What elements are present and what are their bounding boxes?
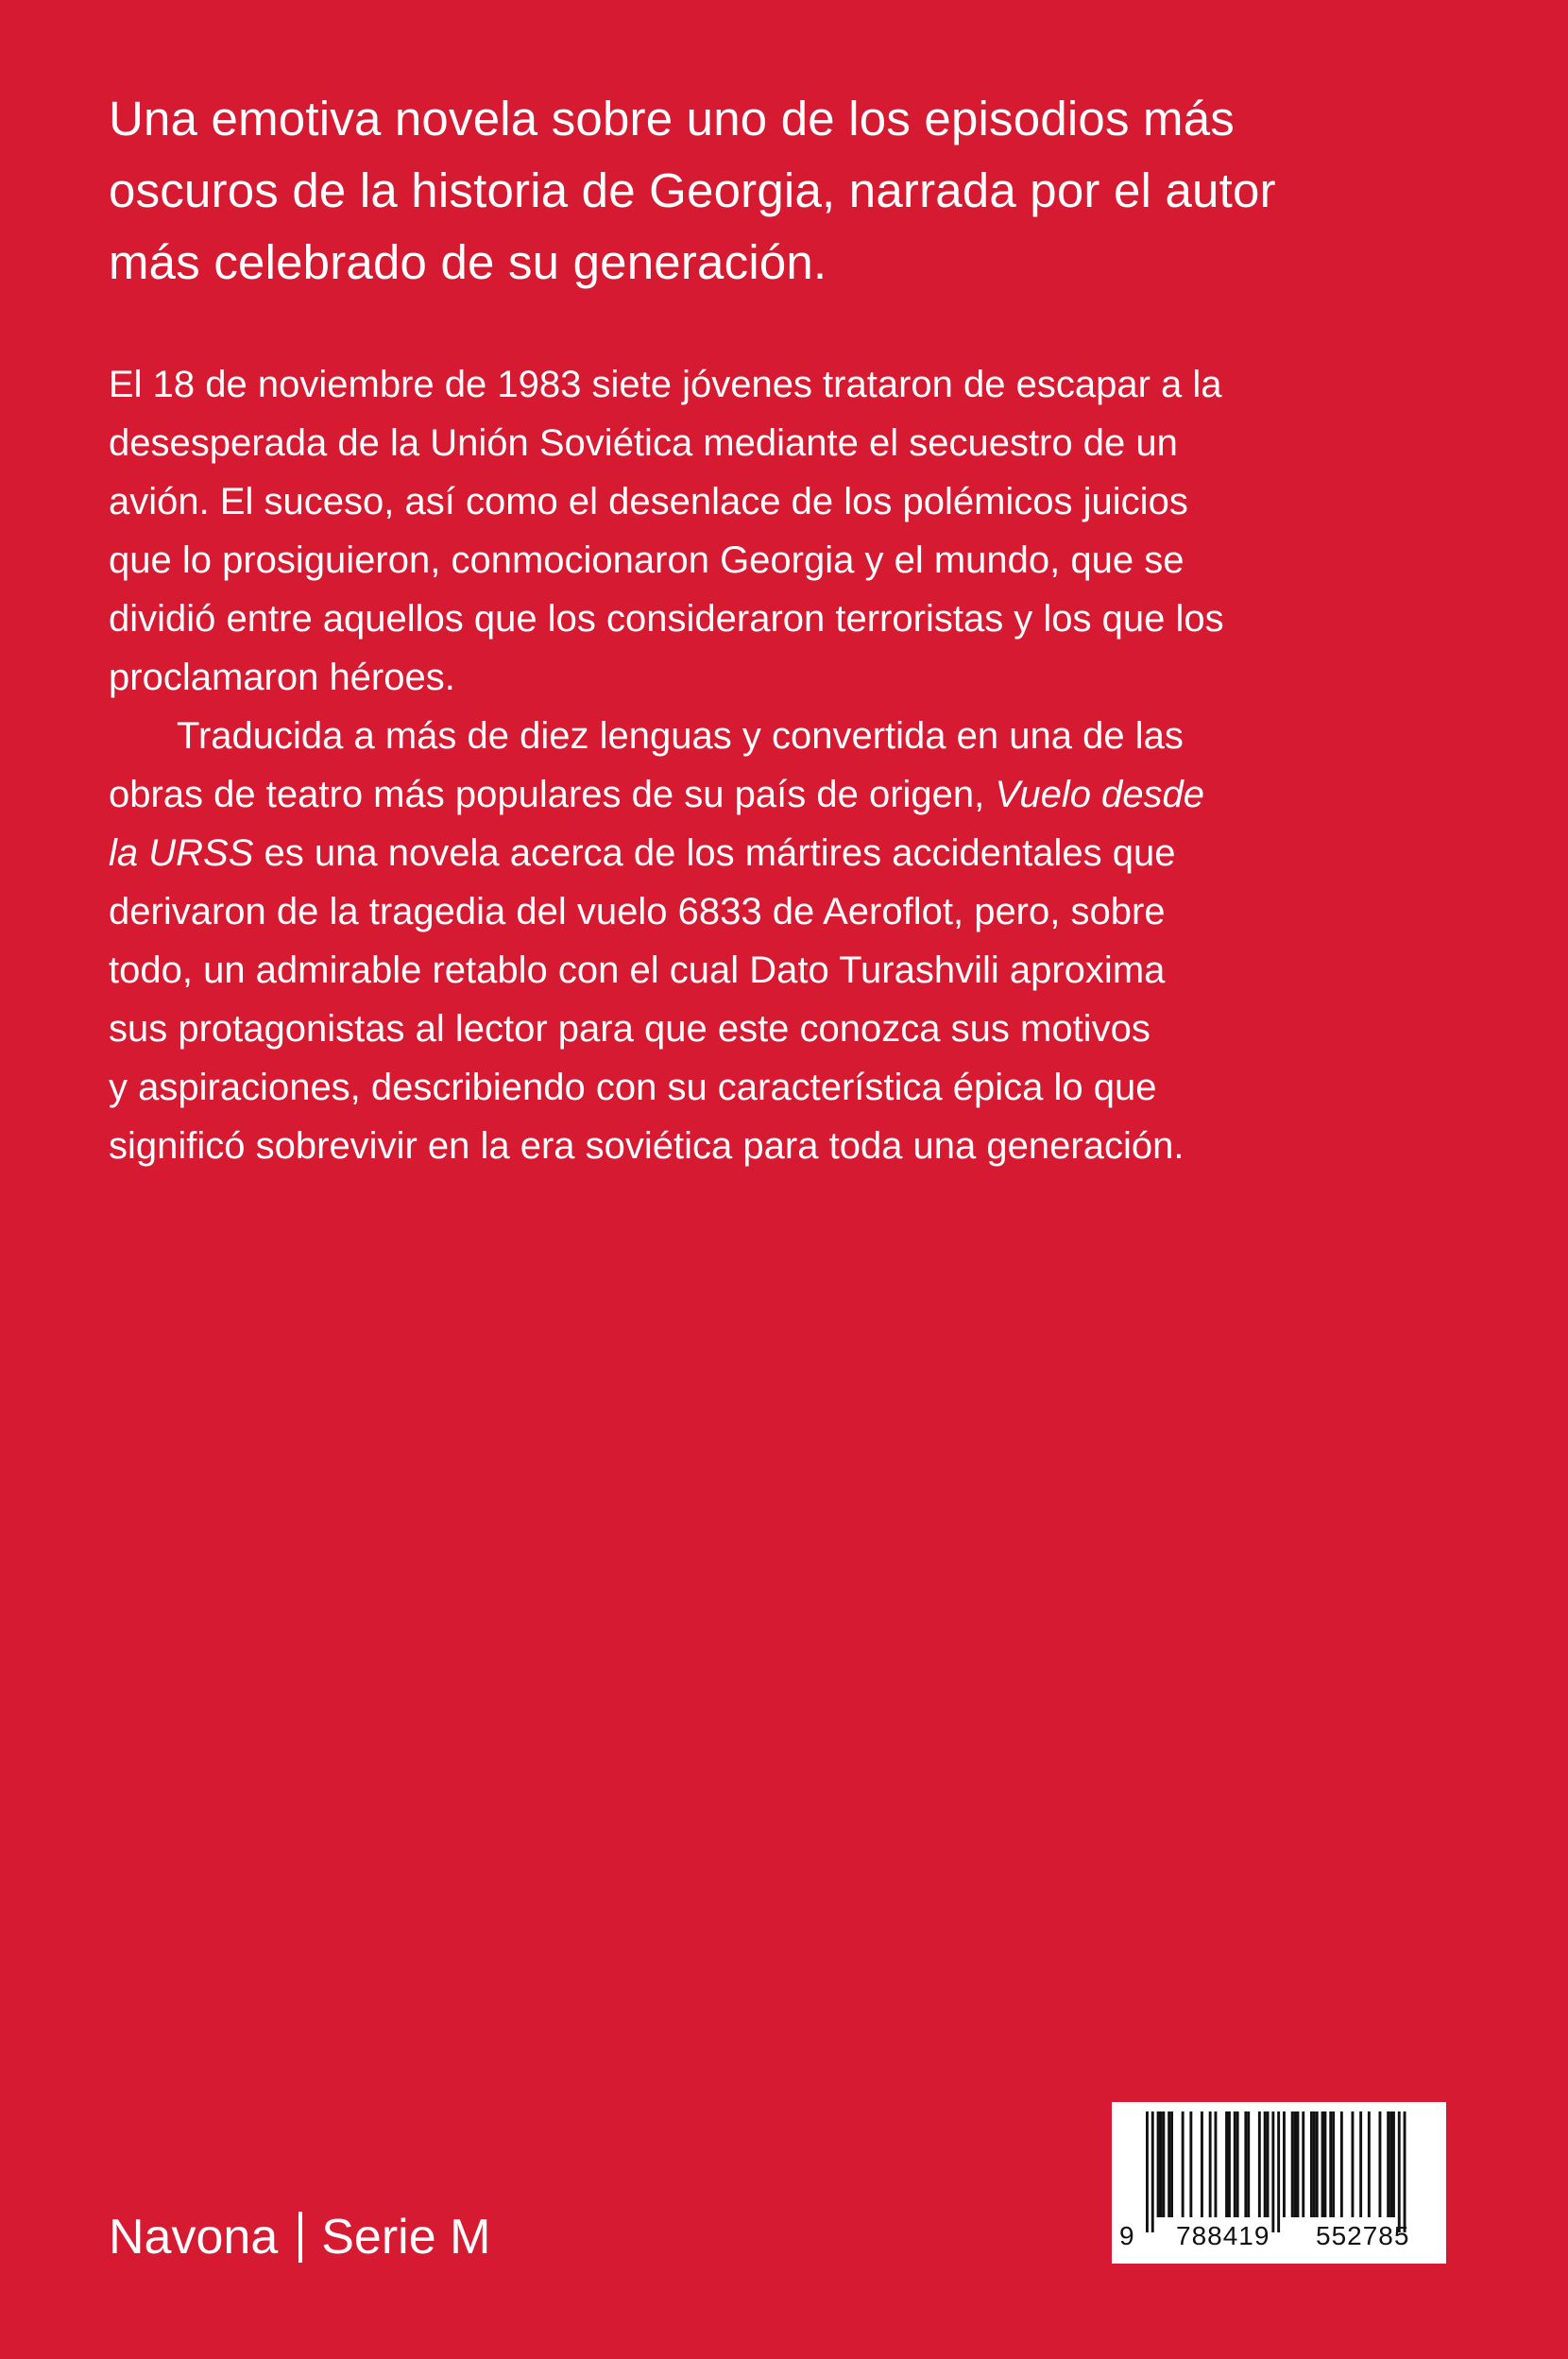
barcode-bar	[1170, 2111, 1173, 2217]
barcode-bar	[1151, 2111, 1154, 2232]
barcode-bar	[1264, 2111, 1267, 2217]
imprint-divider	[298, 2212, 302, 2263]
synopsis	[109, 355, 1469, 1175]
isbn-right-digits: 552785	[1316, 2221, 1410, 2250]
isbn-prefix-digit: 9	[1119, 2221, 1134, 2250]
lead-line: Una emotiva novela sobre uno de los episodios más	[109, 92, 1235, 145]
barcode-bar	[1244, 2111, 1247, 2217]
barcode-bar	[1201, 2111, 1203, 2217]
text-line: todo, un admirable retablo con el cual Dato Turashvili aproxima	[109, 949, 1166, 991]
barcode-bar	[1236, 2111, 1239, 2217]
text-line	[109, 824, 1469, 882]
text-line: y aspiraciones, describiendo con su característica épica lo que	[109, 1067, 1157, 1108]
barcode-bar	[1160, 2111, 1163, 2217]
barcode-bar	[1277, 2111, 1280, 2232]
barcode-bar	[1313, 2111, 1316, 2217]
barcode-bar	[1368, 2111, 1371, 2217]
isbn-left-digits: 788419	[1176, 2221, 1270, 2250]
series-name: Serie M	[321, 2210, 491, 2265]
barcode-bar	[1146, 2111, 1149, 2232]
barcode-bar	[1271, 2111, 1274, 2232]
barcode-bar	[1352, 2111, 1355, 2217]
barcode-bar	[1387, 2111, 1389, 2217]
barcode-bar	[1321, 2111, 1324, 2217]
barcode-bar	[1157, 2111, 1160, 2217]
barcode-bar	[1162, 2111, 1165, 2217]
barcode-bar	[1359, 2111, 1362, 2217]
barcode-bar	[1189, 2111, 1192, 2217]
barcode-bar	[1316, 2111, 1319, 2217]
text-line: Traducida a más de diez lenguas y convertida en una de las	[177, 715, 1184, 757]
barcode-bar	[1332, 2111, 1335, 2217]
lead-line: más celebrado de su generación.	[109, 235, 827, 289]
barcode-bar	[1297, 2111, 1300, 2217]
synopsis-paragraph-2	[109, 707, 1469, 1175]
barcode-bar	[1225, 2111, 1228, 2217]
text-line: desesperada de la Unión Soviética mediante el secuestro de un	[109, 422, 1178, 464]
barcode-bar	[1182, 2111, 1185, 2217]
text-line: que lo prosiguieron, conmocionaron Georgia y el mundo, que se	[109, 539, 1185, 581]
barcode-bar	[1310, 2111, 1313, 2217]
barcode-bar	[1228, 2111, 1231, 2217]
book-title-part-2: la URSS	[109, 832, 254, 874]
publisher-logo: Navona	[109, 2210, 279, 2265]
barcode-bar	[1398, 2111, 1401, 2232]
isbn-barcode	[1112, 2102, 1446, 2264]
barcode-bar	[1294, 2111, 1297, 2217]
barcode-bar	[1404, 2111, 1406, 2232]
barcode-bar	[1167, 2111, 1170, 2217]
barcode-bar	[1234, 2111, 1236, 2217]
barcode-bar	[1389, 2111, 1392, 2217]
lead-line: oscuros de la historia de Georgia, narrada por el autor	[109, 163, 1276, 217]
barcode-bar	[1267, 2111, 1270, 2217]
synopsis-paragraph-1	[109, 355, 1469, 707]
text-line: avión. El suceso, así como el desenlace de los polémicos juicios	[109, 481, 1188, 522]
barcode-bar	[1324, 2111, 1327, 2217]
publisher-imprint	[109, 2209, 490, 2265]
barcode-bar	[1247, 2111, 1250, 2217]
barcode-bar	[1291, 2111, 1294, 2217]
book-title-part-1: Vuelo desde	[995, 774, 1205, 815]
barcode-bar	[1392, 2111, 1395, 2217]
text-line: proclamaron héroes.	[109, 657, 455, 698]
barcode-bar	[1302, 2111, 1304, 2217]
text-line: El 18 de noviembre de 1983 siete jóvenes trataron de escapar a la	[109, 364, 1222, 405]
barcode-bar	[1209, 2111, 1212, 2217]
text-line: dividió entre aquellos que los consideraron terroristas y los que los	[109, 598, 1224, 640]
barcode-bar	[1340, 2111, 1343, 2217]
text-fragment: obras de teatro más populares de su país de origen,	[109, 774, 996, 815]
text-fragment: es una novela acerca de los mártires accidentales que	[253, 832, 1176, 874]
barcode-bar	[1379, 2111, 1382, 2217]
text-line	[109, 765, 1469, 824]
barcode-bar	[1258, 2111, 1261, 2217]
barcode-bar	[1283, 2111, 1286, 2217]
text-line: derivaron de la tragedia del vuelo 6833 de Aeroflot, pero, sobre	[109, 891, 1166, 932]
barcode-bar	[1215, 2111, 1218, 2217]
barcode-bar	[1329, 2111, 1332, 2217]
text-line: significó sobrevivir en la era soviética para toda una generación.	[109, 1125, 1185, 1167]
lead-blurb	[109, 83, 1469, 299]
text-line: sus protagonistas al lector para que este conozca sus motivos	[109, 1008, 1150, 1050]
